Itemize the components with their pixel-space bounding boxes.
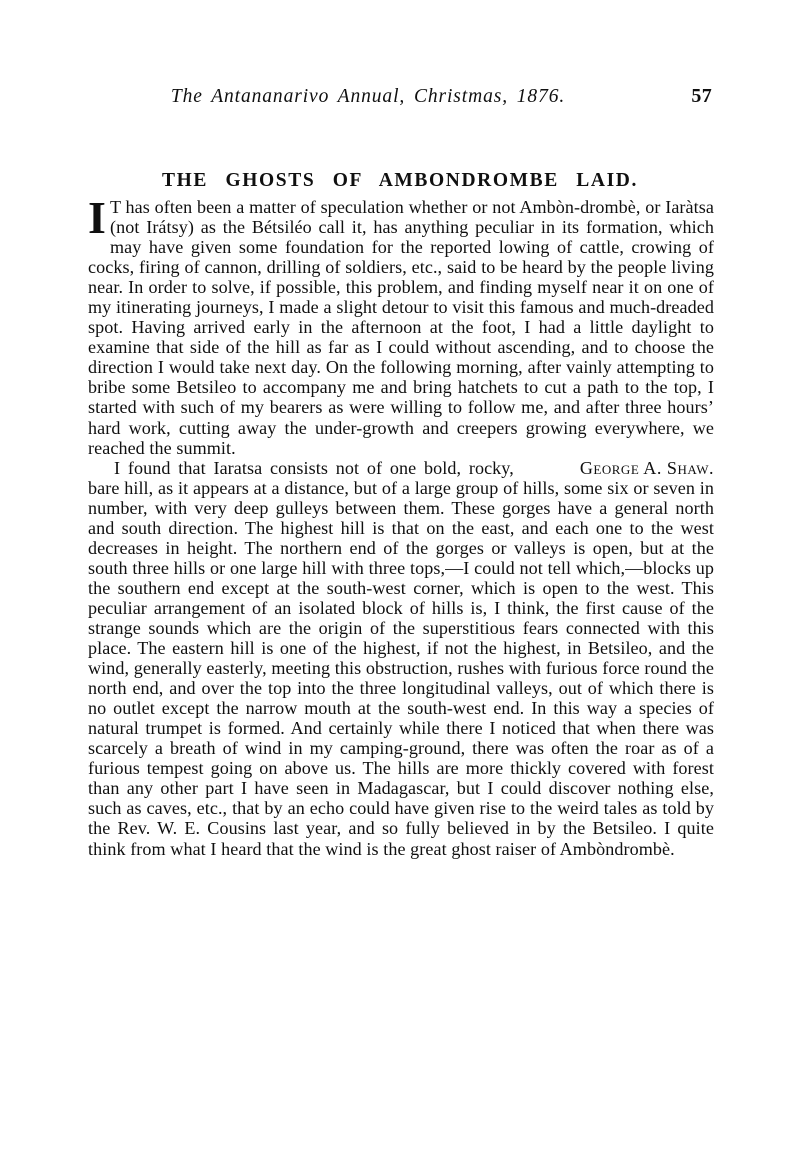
paragraph-1 [88,192,714,458]
drop-cap: I [88,192,106,243]
paragraph-1-text: thing peculiar in its formation, which may have given some foundation for the reported lowing of cattle, crowing of cocks, firing of cannon, drilling of soldiers, etc., said to be heard by the people living near. In order to solve, if possible, this problem, and finding myself near it on one of my itinerating journeys, I made a slight detour to visit this famous and much-dreaded spot. Having arrived early in the afternoon at the foot, I had a little daylight to examine that side of the hill as far as I could without ascending, and to choose the direction I would take next day. On the following morning, after vainly attempting to bribe some Betsileo to accompany me and bring hatchets to cut a path to the top, I started with such of my bearers as were willing to follow me, and after three hours’ hard work, cutting away the under-growth and creepers growing everywhere, we reached the summit. [88,217,714,458]
article-title: THE GHOSTS OF AMBONDROMBE LAID. [162,170,638,192]
article-body [88,192,714,859]
running-head [88,86,712,112]
paragraph-2-text: I found that Iaratsa consists not of one bold, rocky, bare hill, as it appears at a distance, but of a large group of hills, some six or seven in number, with very deep gulleys between them. These gorges have a general north and south direction. The highest hill is that on the east, and each one to the west decreases in height. The northern end of the gorges or valleys is open, but at the south three hills or one large hill with three tops,—I could not tell which,—blocks up the southern end except at the south-west corner, which is open to the west. This peculiar arrangement of an isolated block of hills is, I think, the first cause of the strange sounds which are the origin of the superstitious fears connected with this place. The eastern hill is one of the highest, if not the highest, in Betsileo, and the wind, generally easterly, meeting this obstruction, rushes with furious force round the north end, and over the top into the three longitudinal valleys, out of which there is no outlet except the narrow mouth at the south-west end. In this way a species of natural trumpet is formed. And certainly while there I noticed that when there was scarcely a breath of wind in my camping-ground, there was often the roar as of a furious tempest going on above us. The hills are more thickly covered with forest than any other part I have seen in Madagascar, but I could discover nothing else, such as caves, etc., that by an echo could have given rise to the weird tales as told by the Rev. W. E. Cousins last year, and so fully believed in by the Betsileo. I quite think from what I heard that the wind is the great ghost raiser of Ambòndrombè. [88,457,714,859]
running-head-title: The Antananarivo Annual, Christmas, 1876. [170,86,566,107]
paragraph-2 [88,458,714,859]
page-number: 57 [691,85,712,107]
paragraph-1-lead: T has often been a matter of speculation whether or not Ambòn-drombè, or Iaràtsa (not Irátsy) as the Bétsiléo call it, has any [109,197,714,238]
author-signature: George A. Shaw. [579,457,714,478]
